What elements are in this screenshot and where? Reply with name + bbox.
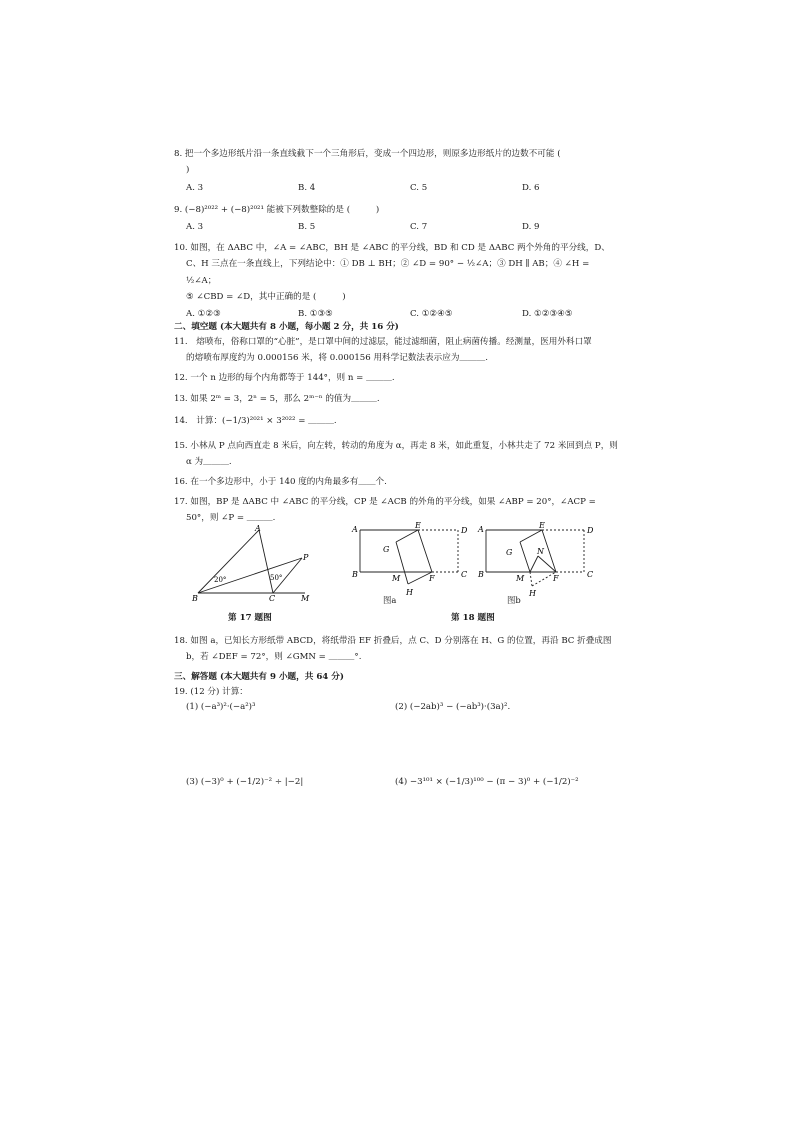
question-15 xyxy=(174,438,622,471)
question-10-line-3: ⑤ ∠CBD = ∠D，其中正确的是 ( ) xyxy=(186,291,346,302)
point-f: F xyxy=(429,574,435,583)
line-ba xyxy=(198,530,259,593)
question-8-text-cont: ) xyxy=(186,165,190,176)
edge-eg xyxy=(520,530,542,542)
question-8 xyxy=(174,146,622,196)
point-m: M xyxy=(516,574,525,583)
figure-18b xyxy=(476,522,598,604)
point-c: C xyxy=(269,594,276,603)
question-9-text: 9. (−8)²⁰²² + (−8)²⁰²¹ 能被下列数整除的是 ( ) xyxy=(174,205,380,215)
question-11 xyxy=(174,334,622,367)
question-15-line-2: α 为＿＿＿. xyxy=(186,457,232,468)
option-d: D. 9 xyxy=(522,222,540,233)
point-e: E xyxy=(539,522,545,530)
option-b: B. ①③⑤ xyxy=(298,309,333,320)
question-18 xyxy=(174,633,622,666)
option-b: B. 4 xyxy=(298,182,316,193)
option-d: D. 6 xyxy=(522,182,540,193)
option-c: C. 7 xyxy=(410,222,428,233)
point-d: D xyxy=(461,526,468,535)
question-18-line-2: b，若 ∠DEF = 72°，则 ∠GMN = ＿＿＿°. xyxy=(186,652,362,663)
point-g: G xyxy=(506,548,513,557)
question-9 xyxy=(174,202,622,236)
question-15-line-1: 15. 小林从 P 点向西直走 8 米后，向左转，转动的角度为 α，再走 8 米，如此重复，小林共走了 72 米回到点 P，则 xyxy=(174,441,618,451)
point-m: M xyxy=(392,574,401,583)
question-19-part-1: (1) (−a³)²·(−a²)³ xyxy=(186,702,256,712)
question-16: 16. 在一个多边形中，小于 140 度的内角最多有＿＿个. xyxy=(174,477,387,487)
question-19-part-2: (2) (−2ab)³ − (−ab³)·(3a)². xyxy=(395,702,511,712)
question-10-line-2: C、H 三点在一条直线上，下列结论中：① DB ⊥ BH；② ∠D = 90° − ½∠A；③ DH ∥ AB；④ ∠H = ½∠A； xyxy=(186,259,590,286)
option-a: A. 3 xyxy=(186,182,204,193)
edge-mh xyxy=(530,572,532,586)
question-17-line-2: 50°，则 ∠P = ＿＿＿. xyxy=(186,513,276,524)
figure-18b-label: 图b xyxy=(507,595,521,605)
question-14: 14. 计算：(−1/3)²⁰²¹ × 3²⁰²² = ＿＿＿. xyxy=(174,416,337,426)
point-d: D xyxy=(587,526,594,535)
point-a: A xyxy=(352,525,358,534)
section-answer-header: 三、解答题 (本大题共有 9 小题，共 64 分) xyxy=(174,672,344,682)
question-19-title: 19. (12 分) 计算： xyxy=(174,687,248,697)
edge-eg xyxy=(396,530,418,542)
point-h: H xyxy=(529,589,536,598)
angle-acp-label: 50° xyxy=(270,574,283,582)
question-11-line-1: 11. 熔喷布，俗称口罩的“心脏”，是口罩中间的过滤层，能过滤细菌，阻止病菌传播。经测量，医用外科口罩 xyxy=(174,337,592,347)
question-19-part-4: (4) −3¹⁰¹ × (−1/3)¹⁰⁰ − (π − 3)⁰ + (−1/2)⁻² xyxy=(395,777,579,787)
line-ac xyxy=(259,530,273,593)
question-17-line-1: 17. 如图，BP 是 ΔABC 中 ∠ABC 的平分线，CP 是 ∠ACB 的外角的平分线，如果 ∠ABP = 20°，∠ACP = xyxy=(174,497,596,507)
option-a: A. 3 xyxy=(186,222,204,233)
question-12: 12. 一个 n 边形的每个内角都等于 144°，则 n = ＿＿＿. xyxy=(174,373,395,383)
figure-17 xyxy=(190,524,320,604)
point-g: G xyxy=(383,545,390,554)
option-b: B. 5 xyxy=(298,222,316,233)
figure-17-caption: 第 17 题图 xyxy=(228,613,272,623)
option-d: D. ①②③④⑤ xyxy=(522,309,573,320)
point-h: H xyxy=(406,588,413,597)
point-n: N xyxy=(537,547,544,556)
question-10 xyxy=(174,240,622,323)
figure-18-caption: 第 18 题图 xyxy=(451,613,495,623)
point-c: C xyxy=(461,570,468,579)
section-fill-header: 二、填空题 (本大题共有 8 小题，每小题 2 分，共 16 分) xyxy=(174,322,399,332)
figure-18a xyxy=(350,522,472,604)
point-a: A xyxy=(255,524,261,533)
point-b: B xyxy=(478,570,484,579)
question-8-options xyxy=(174,180,622,196)
point-p: P xyxy=(303,553,309,562)
point-b: B xyxy=(352,570,358,579)
question-13: 13. 如果 2ᵐ = 3，2ⁿ = 5，那么 2ᵐ⁻ⁿ 的值为＿＿＿. xyxy=(174,394,380,404)
question-18-line-1: 18. 如图 a，已知长方形纸带 ABCD，将纸带沿 EF 折叠后，点 C、D 分别落在 H、G 的位置，再沿 BC 折叠成图 xyxy=(174,636,612,646)
fold-ef xyxy=(418,530,432,572)
option-c: C. ①②④⑤ xyxy=(410,309,453,320)
option-c: C. 5 xyxy=(410,182,428,193)
question-9-options xyxy=(174,219,622,235)
point-m: M xyxy=(301,594,310,603)
figure-18a-label: 图a xyxy=(383,595,397,605)
question-8-text: 8. 把一个多边形纸片沿一条直线截下一个三角形后，变成一个四边形，则原多边形纸片的边数不可能 ( xyxy=(174,149,561,159)
angle-abp-label: 20° xyxy=(214,576,227,584)
option-a: A. ①②③ xyxy=(186,309,221,320)
edge-gm xyxy=(520,542,530,572)
question-11-line-2: 的熔喷布厚度约为 0.000156 米，将 0.000156 用科学记数法表示应为＿＿＿. xyxy=(186,353,488,364)
question-10-line-1: 10. 如图，在 ΔABC 中，∠A = ∠ABC，BH 是 ∠ABC 的平分线，BD 和 CD 是 ΔABC 两个外角的平分线，D、 xyxy=(174,243,610,253)
point-f: F xyxy=(553,574,559,583)
point-c: C xyxy=(587,570,594,579)
point-a: A xyxy=(478,525,484,534)
edge-mn xyxy=(530,556,538,572)
point-b: B xyxy=(192,594,198,603)
question-19-part-3: (3) (−3)⁰ + (−1/2)⁻² ÷ |−2| xyxy=(186,777,304,787)
point-e: E xyxy=(415,522,421,530)
